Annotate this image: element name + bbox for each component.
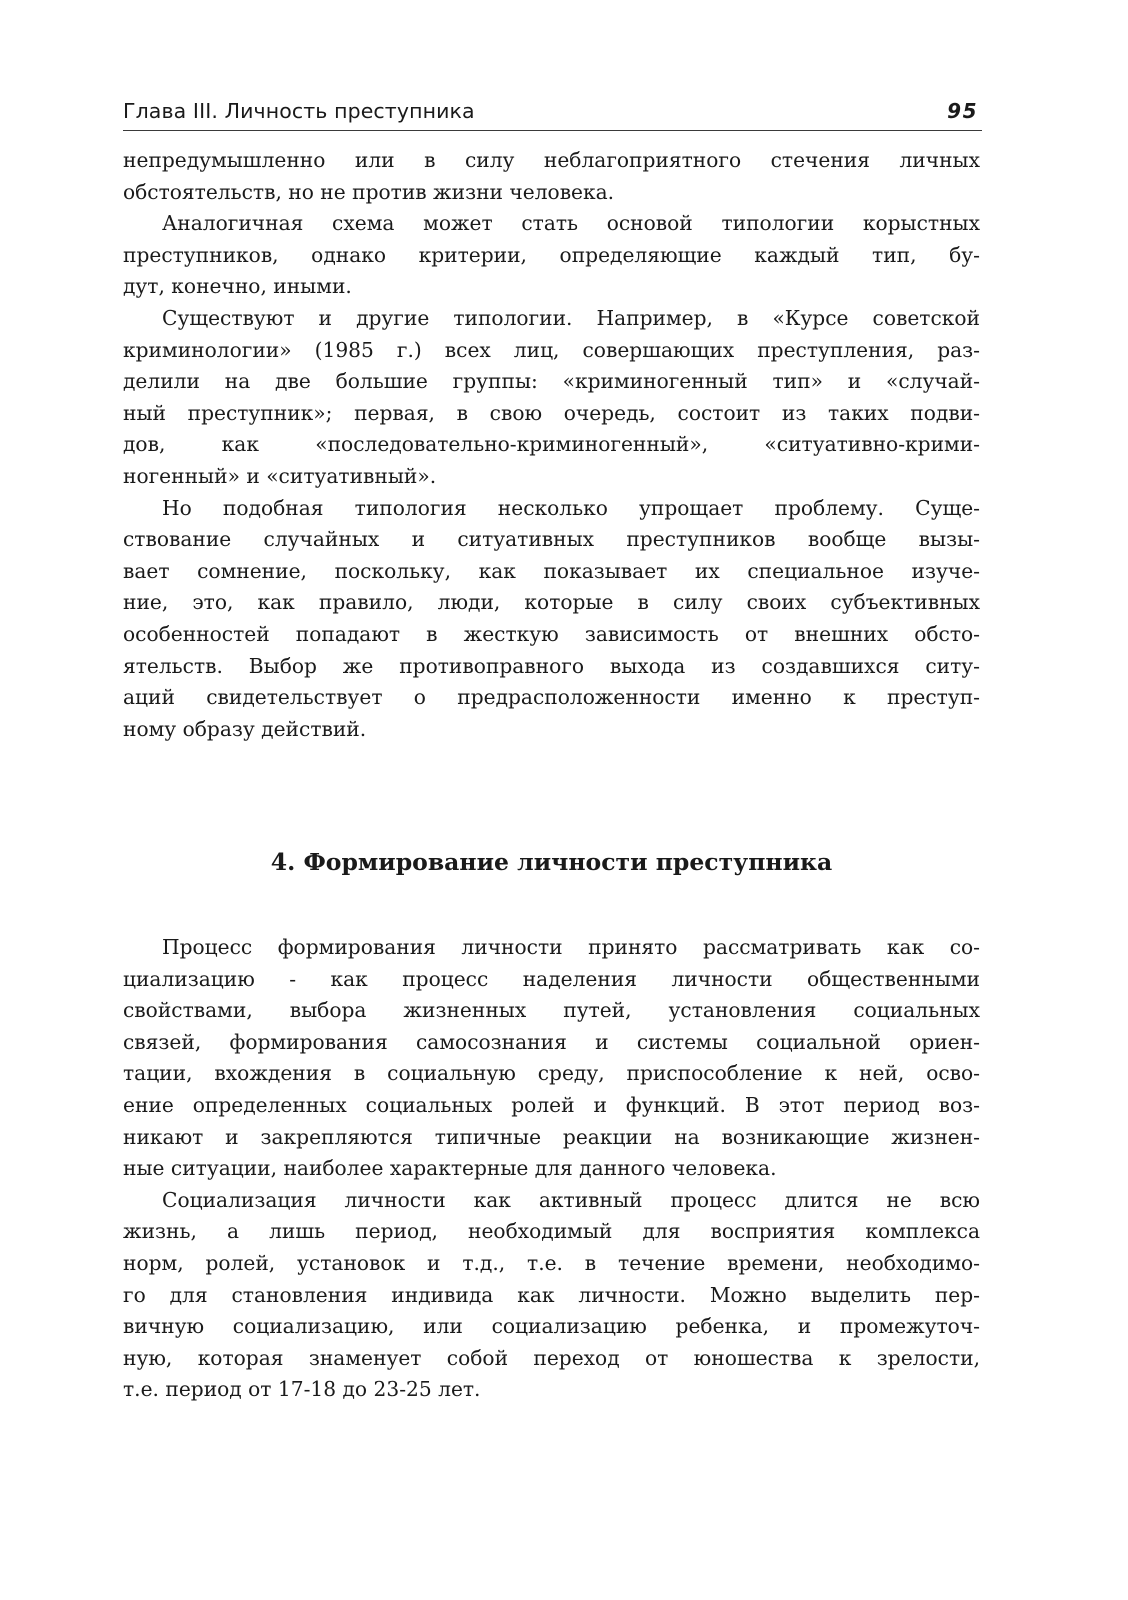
text-line: ному образу действий. — [123, 716, 367, 741]
text-line: Социализация личности как активный процесс длится не всю — [162, 1187, 980, 1212]
body-text-bottom — [123, 932, 980, 1406]
text-line: дут, конечно, иными. — [123, 274, 352, 299]
text-line: ение определенных социальных ролей и функций. В этот период воз- — [123, 1092, 980, 1117]
text-line: вичную социализацию, или социализацию ребенка, и промежуточ- — [123, 1314, 980, 1339]
text-line: го для становления индивида как личности. Можно выделить пер- — [123, 1282, 980, 1307]
text-line: криминологии» (1985 г.) всех лиц, совершающих преступления, раз- — [123, 337, 980, 362]
text-line: делили на две большие группы: «криминогенный тип» и «случай- — [123, 369, 980, 394]
text-line: связей, формирования самосознания и системы социальной ориен- — [123, 1029, 980, 1054]
section-heading: 4. Формирование личности преступника — [270, 848, 833, 876]
text-line: Аналогичная схема может стать основой типологии корыстных — [162, 211, 980, 236]
page-header — [123, 96, 982, 131]
text-line: Процесс формирования личности принято рассматривать как со- — [162, 935, 980, 959]
text-line: аций свидетельствует о предрасположенности именно к преступ- — [123, 685, 980, 710]
text-line: циализацию - как процесс наделения личности общественными — [123, 966, 980, 991]
text-line: тации, вхождения в социальную среду, приспособление к ней, осво- — [123, 1061, 980, 1086]
text-line: норм, ролей, установок и т.д., т.е. в течение времени, необходимо- — [123, 1250, 980, 1275]
text-line: ятельств. Выбор же противоправного выхода из создавшихся ситу- — [123, 653, 980, 678]
text-line: ногенный» и «ситуативный». — [123, 463, 437, 488]
text-line: жизнь, а лишь период, необходимый для восприятия комплекса — [123, 1219, 980, 1244]
text-line: Существуют и другие типологии. Например, в «Курсе советской — [162, 305, 980, 330]
text-line: ные ситуации, наиболее характерные для данного человека. — [123, 1156, 777, 1181]
text-line: ный преступник»; первая, в свою очередь, состоит из таких подви- — [123, 400, 980, 425]
text-line: ную, которая знаменует собой переход от юношества к зрелости, — [123, 1345, 980, 1370]
text-line: особенностей попадают в жесткую зависимость от внешних обсто- — [123, 621, 980, 646]
body-text-top — [123, 145, 980, 745]
text-line: Но подобная типология несколько упрощает проблему. Суще- — [162, 495, 980, 520]
text-line: обстоятельств, но не против жизни человека. — [123, 179, 615, 204]
text-line: дов, как «последовательно-криминогенный», «ситуативно-крими- — [123, 432, 980, 457]
text-line: вает сомнение, поскольку, как показывает их специальное изуче- — [123, 558, 980, 583]
text-line: т.е. период от 17-18 до 23-25 лет. — [123, 1377, 481, 1402]
text-line: ние, это, как правило, люди, которые в силу своих субъективных — [123, 590, 980, 615]
text-line: свойствами, выбора жизненных путей, установления социальных — [123, 998, 980, 1023]
text-line: преступников, однако критерии, определяющие каждый тип, бу- — [123, 242, 980, 267]
running-head: Глава III. Личность преступника — [123, 99, 475, 123]
text-line: непредумышленно или в силу неблагоприятного стечения личных — [123, 148, 980, 172]
text-line: ствование случайных и ситуативных преступников вообще вызы- — [123, 527, 980, 552]
page-number: 95 — [947, 99, 978, 123]
text-line: никают и закрепляются типичные реакции на возникающие жизнен- — [123, 1124, 980, 1149]
